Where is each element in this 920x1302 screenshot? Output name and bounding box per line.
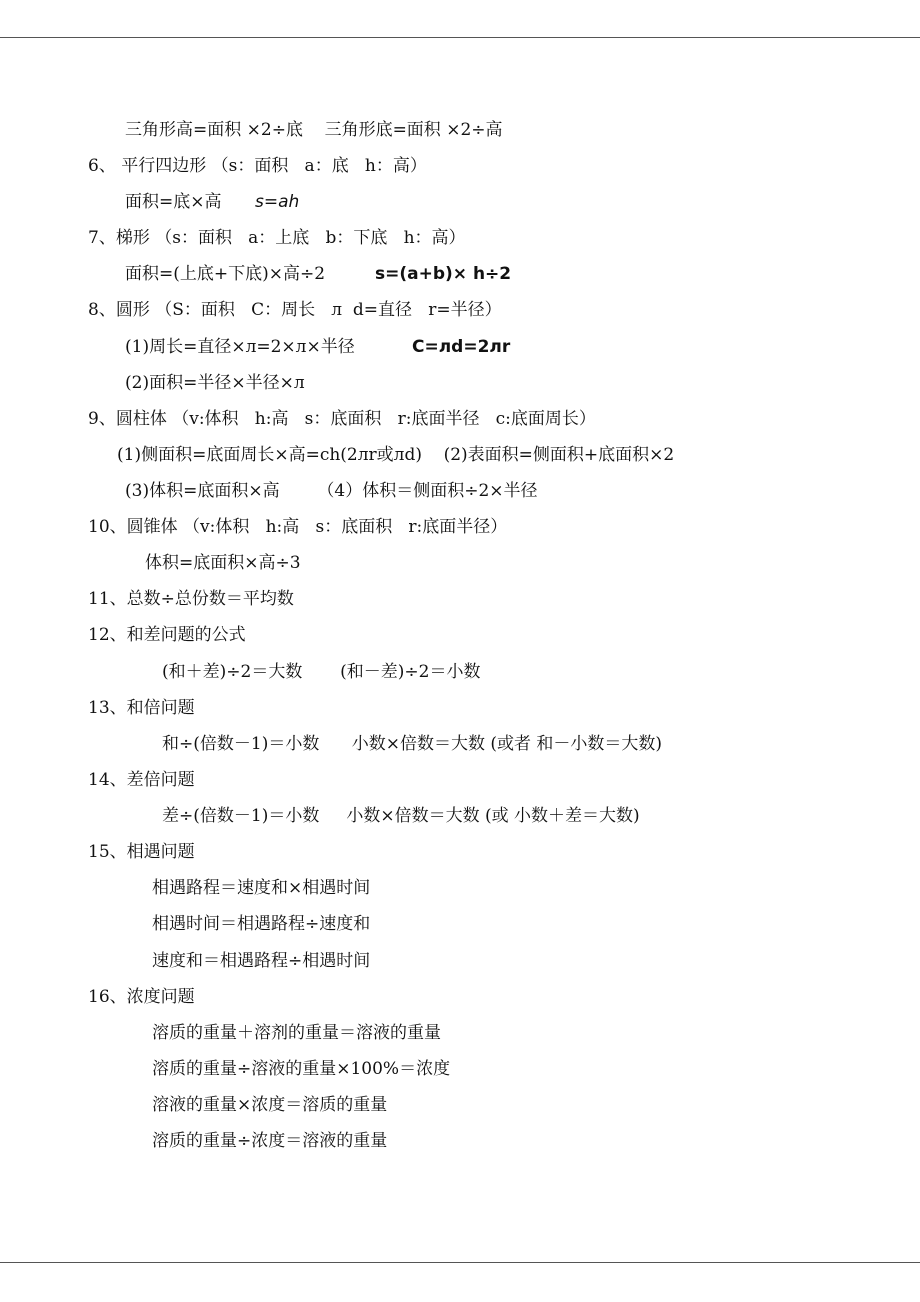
triangle-height-base-formula: 三角形高=面积 ×2÷底 三角形底=面积 ×2÷高 — [125, 120, 503, 140]
meeting-distance-formula: 相遇路程＝速度和×相遇时间 — [152, 878, 371, 898]
item-16-concentration-heading: 16、浓度问题 — [88, 987, 195, 1007]
circle-circumference-symbolic: C=лd=2лr — [412, 337, 511, 357]
footer-rule — [0, 1262, 920, 1263]
trapezoid-area-formula: 面积=(上底+下底)×高÷2 — [125, 264, 326, 284]
parallelogram-area-formula: 面积=底×高 — [125, 192, 222, 212]
item-10-cone-heading: 10、圆锥体 （v:体积 h:高 s：底面积 r:底面半径） — [88, 517, 508, 537]
sum-difference-formulas: (和＋差)÷2＝大数 (和－差)÷2＝小数 — [162, 662, 481, 682]
meeting-time-formula: 相遇时间＝相遇路程÷速度和 — [152, 914, 371, 934]
item-7-trapezoid-heading: 7、梯形 （s：面积 a：上底 b：下底 h：高） — [88, 228, 466, 248]
circle-area-formula: (2)面积=半径×半径×л — [125, 373, 305, 393]
solution-from-concentration-formula: 溶质的重量÷浓度＝溶液的重量 — [152, 1131, 388, 1151]
item-11-average-formula: 11、总数÷总份数＝平均数 — [88, 589, 294, 609]
sum-multiple-formulas: 和÷(倍数－1)＝小数 小数×倍数＝大数 (或者 和－小数＝大数) — [162, 734, 663, 754]
header-rule — [0, 37, 920, 38]
item-12-sum-difference-heading: 12、和差问题的公式 — [88, 625, 246, 645]
cone-volume-formula: 体积=底面积×高÷3 — [145, 553, 301, 573]
trapezoid-area-symbolic: s=(a+b)× h÷2 — [375, 264, 512, 284]
solute-weight-formula: 溶液的重量×浓度＝溶质的重量 — [152, 1095, 388, 1115]
item-15-meeting-heading: 15、相遇问题 — [88, 842, 195, 862]
cylinder-volume-formulas: (3)体积=底面积×高 （4）体积＝侧面积÷2×半径 — [125, 481, 538, 501]
cylinder-surface-formulas: (1)侧面积=底面周长×高=ch(2лr或лd) (2)表面积=侧面积+底面积×2 — [117, 445, 675, 465]
difference-multiple-formulas: 差÷(倍数－1)＝小数 小数×倍数＝大数 (或 小数＋差＝大数) — [162, 806, 640, 826]
item-14-difference-multiple-heading: 14、差倍问题 — [88, 770, 195, 790]
parallelogram-area-symbolic: s=ah — [255, 192, 300, 212]
item-9-cylinder-heading: 9、圆柱体 （v:体积 h:高 s：底面积 r:底面半径 c:底面周长） — [88, 409, 596, 429]
meeting-speed-formula: 速度和＝相遇路程÷相遇时间 — [152, 951, 371, 971]
item-6-parallelogram-heading: 6、 平行四边形 （s：面积 a：底 h：高） — [88, 156, 427, 176]
concentration-formula: 溶质的重量÷溶液的重量×100%＝浓度 — [152, 1059, 451, 1079]
solution-weight-formula: 溶质的重量＋溶剂的重量＝溶液的重量 — [152, 1023, 441, 1043]
item-13-sum-multiple-heading: 13、和倍问题 — [88, 698, 195, 718]
circle-circumference-formula: (1)周长=直径×л=2×л×半径 — [125, 337, 355, 357]
item-8-circle-heading: 8、圆形 （S：面积 C：周长 л d=直径 r=半径） — [88, 300, 502, 320]
